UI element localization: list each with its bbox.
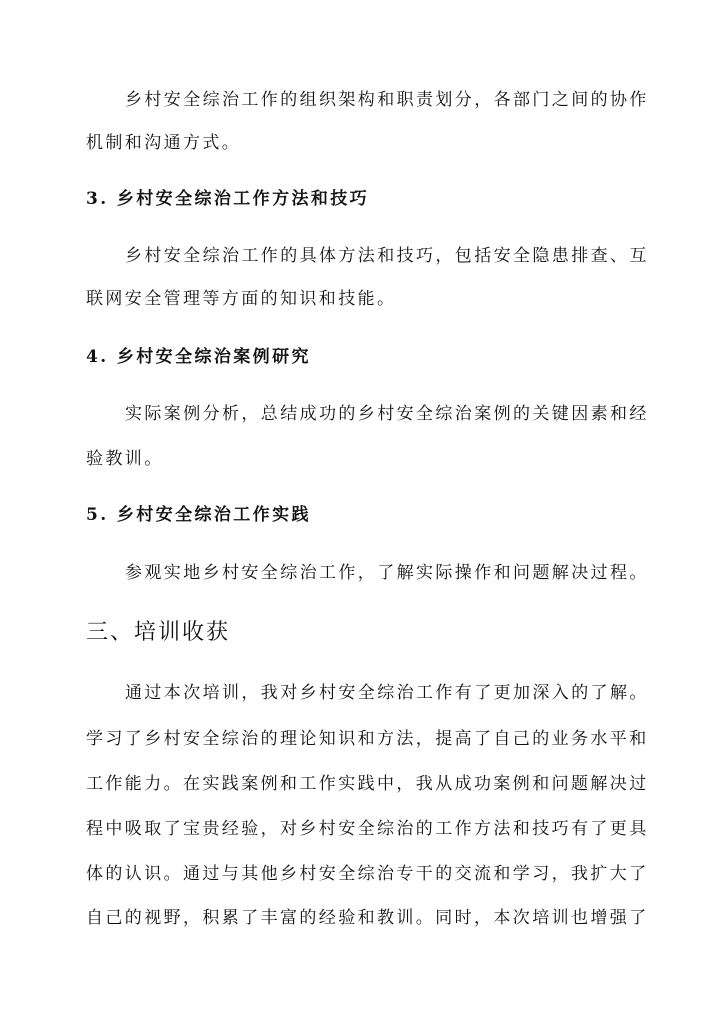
item-3-line-2: 联网安全管理等方面的知识和技能。	[86, 289, 397, 309]
section-3-line-2: 学习了乡村安全综治的理论知识和方法，提高了自己的业务水平和	[86, 729, 649, 749]
item-4-line-1: 实际案例分析，总结成功的乡村安全综治案例的关键因素和经	[125, 404, 649, 424]
section-3-line-1: 通过本次培训，我对乡村安全综治工作有了更加深入的了解。	[125, 683, 649, 703]
item-4-line-2: 验教训。	[86, 449, 164, 469]
item-4-heading: 4. 乡村安全综治案例研究	[86, 347, 311, 367]
item-5-heading: 5. 乡村安全综治工作实践	[86, 505, 311, 525]
section-3-line-3: 工作能力。在实践案例和工作实践中，我从成功案例和问题解决过	[86, 774, 649, 794]
section-3-title: 三、培训收获	[86, 620, 231, 645]
section-3-line-4: 程中吸取了宝贵经验，对乡村安全综治的工作方法和技巧有了更具	[86, 819, 649, 839]
item-5-line-1: 参观实地乡村安全综治工作，了解实际操作和问题解决过程。	[125, 563, 649, 583]
intro-line-2: 机制和沟通方式。	[86, 133, 242, 153]
section-3-line-5: 体的认识。通过与其他乡村安全综治专干的交流和学习，我扩大了	[86, 864, 649, 884]
item-3-heading: 3. 乡村安全综治工作方法和技巧	[86, 189, 370, 209]
intro-line-1: 乡村安全综治工作的组织架构和职责划分，各部门之间的协作	[125, 90, 649, 110]
item-3-line-1: 乡村安全综治工作的具体方法和技巧，包括安全隐患排查、互	[125, 246, 649, 266]
section-3-line-6: 自己的视野，积累了丰富的经验和教训。同时，本次培训也增强了	[86, 908, 649, 928]
